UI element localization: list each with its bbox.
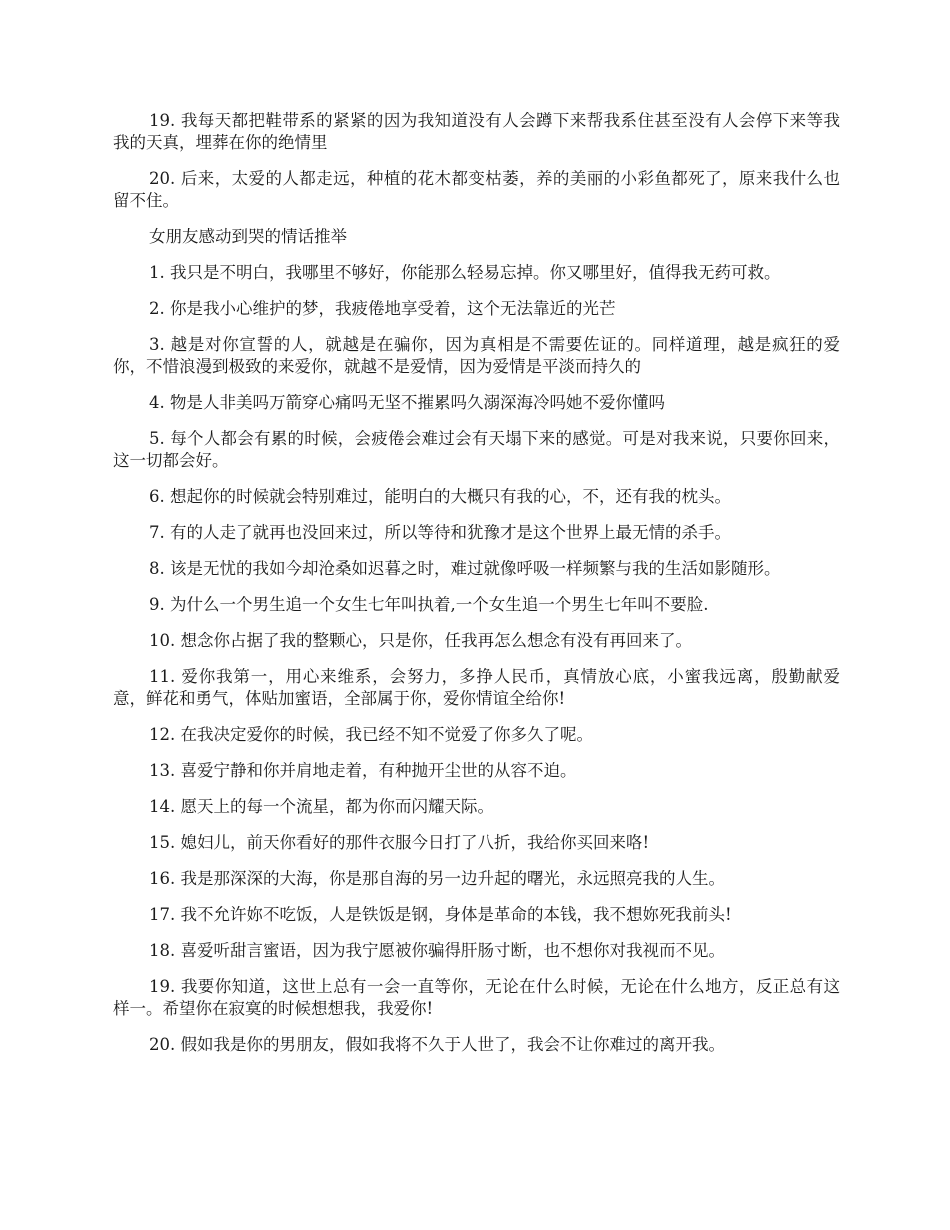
- paragraph-4: 1. 我只是不明白，我哪里不够好，你能那么轻易忘掉。你又哪里好，值得我无药可救。: [149, 263, 781, 282]
- paragraph-10: 7. 有的人走了就再也没回来过，所以等待和犹豫才是这个世界上最无情的杀手。: [149, 523, 731, 542]
- paragraph-23: 20. 假如我是你的男朋友，假如我将不久于人世了，我会不让你难过的离开我。: [149, 1035, 725, 1054]
- paragraph-2: 20. 后来，太爱的人都走远，种植的花木都变枯萎，养的美丽的小彩鱼都死了，原来我什么也留不住。: [113, 169, 840, 210]
- section-heading: 女朋友感动到哭的情话推举: [149, 227, 347, 246]
- paragraph-21: 18. 喜爱听甜言蜜语，因为我宁愿被你骗得肝肠寸断，也不想你对我视而不见。: [149, 941, 725, 960]
- paragraph-6: 3. 越是对你宣誓的人，就越是在骗你，因为真相是不需要佐证的。同样道理，越是疯狂的爱你，不惜浪漫到极致的来爱你，就越不是爱情，因为爱情是平淡而持久的: [113, 335, 840, 376]
- paragraph-15: 12. 在我决定爱你的时候，我已经不知不觉爱了你多久了呢。: [149, 725, 593, 744]
- paragraph-16: 13. 喜爱宁静和你并肩地走着，有种抛开尘世的从容不迫。: [149, 761, 577, 780]
- paragraph-5: 2. 你是我小心维护的梦，我疲倦地享受着，这个无法靠近的光芒: [149, 299, 616, 318]
- paragraph-12: 9. 为什么一个男生追一个女生七年叫执着,一个女生追一个男生七年叫不要脸.: [149, 595, 709, 614]
- paragraph-11: 8. 该是无忧的我如今却沧桑如迟暮之时，难过就像呼吸一样频繁与我的生活如影随形。: [149, 559, 781, 578]
- paragraph-18: 15. 媳妇儿，前天你看好的那件衣服今日打了八折，我给你买回来咯!: [149, 833, 650, 852]
- paragraph-22: 19. 我要你知道，这世上总有一会一直等你，无论在什么时候，无论在什么地方，反正总有这样一。希望你在寂寞的时候想想我，我爱你!: [113, 977, 840, 1018]
- paragraph-20: 17. 我不允许妳不吃饭，人是铁饭是钢，身体是革命的本钱，我不想妳死我前头!: [149, 905, 732, 924]
- paragraph-17: 14. 愿天上的每一个流星，都为你而闪耀天际。: [149, 797, 494, 816]
- paragraph-8: 5. 每个人都会有累的时候，会疲倦会难过会有天塌下来的感觉。可是对我来说，只要你回来，这一切都会好。: [113, 429, 840, 470]
- paragraph-19: 16. 我是那深深的大海，你是那自海的另一边升起的曙光，永远照亮我的人生。: [149, 869, 725, 888]
- paragraph-14: 11. 爱你我第一，用心来维系，会努力，多挣人民币，真情放心底，小蜜我远离，殷勤献爱意，鲜花和勇气，体贴加蜜语，全部属于你，爱你情谊全给你!: [113, 667, 840, 708]
- paragraph-7: 4. 物是人非美吗万箭穿心痛吗无坚不摧累吗久溺深海冷吗她不爱你懂吗: [149, 393, 665, 412]
- paragraph-1: 19. 我每天都把鞋带系的紧紧的因为我知道没有人会蹲下来帮我系住甚至没有人会停下来等我我的天真，埋葬在你的绝情里: [113, 111, 840, 152]
- document-body: [113, 110, 840, 1070]
- paragraph-9: 6. 想起你的时候就会特别难过，能明白的大概只有我的心，不，还有我的枕头。: [149, 487, 731, 506]
- paragraph-13: 10. 想念你占据了我的整颗心，只是你，任我再怎么想念有没有再回来了。: [149, 631, 692, 650]
